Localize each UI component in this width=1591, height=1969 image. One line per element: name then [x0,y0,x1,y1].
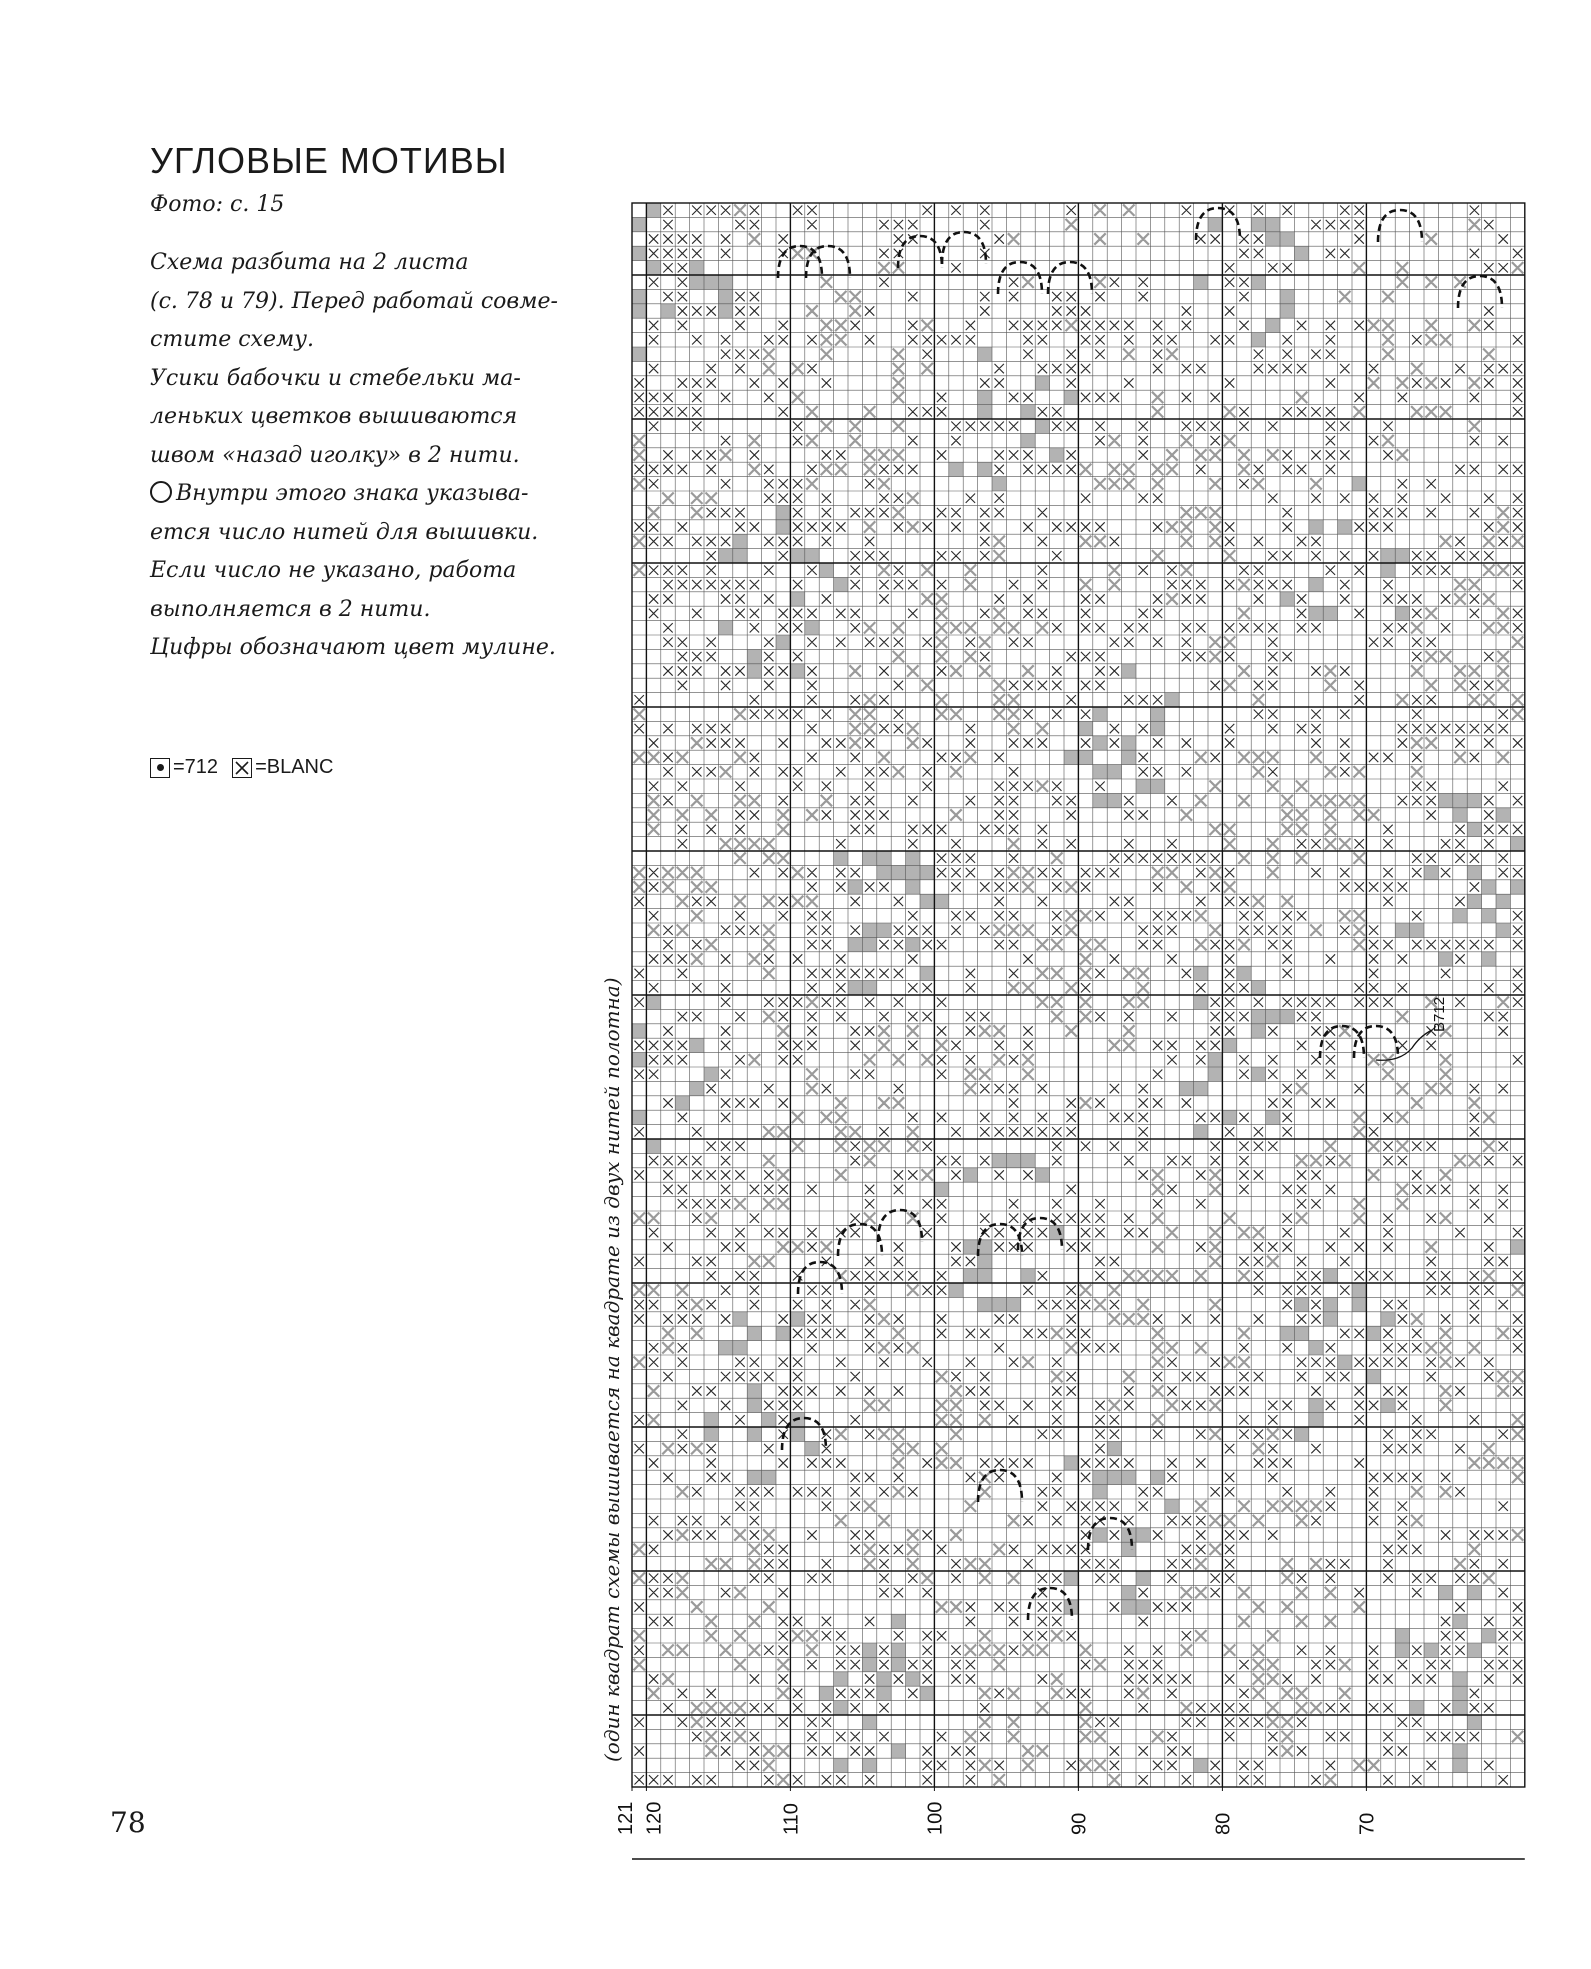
shade-cell [834,577,848,591]
shade-cell [1309,1413,1323,1427]
shade-cell [1266,217,1280,231]
shade-cell [646,261,660,275]
shade-cell [718,1341,732,1355]
shade-cell [862,1643,876,1657]
shade-cell [1496,923,1510,937]
shade-cell [862,1657,876,1671]
shade-cell [733,1341,747,1355]
shade-cell [1194,1125,1208,1139]
shade-cell [891,1643,905,1657]
shade-cell [1194,995,1208,1009]
shade-cell [1438,1585,1452,1599]
shade-cell [1064,1456,1078,1470]
shade-cell [1035,376,1049,390]
shade-cell [1251,981,1265,995]
shade-cell [877,851,891,865]
shade-cell [934,1182,948,1196]
shade-cell [1150,707,1164,721]
shade-cell [963,1240,977,1254]
motif-outline [1354,1026,1398,1058]
shade-cell [877,865,891,879]
shade-cell [1395,606,1409,620]
shade-cell [1467,793,1481,807]
shade-cell [1136,1571,1150,1585]
shade-cell [762,1413,776,1427]
shade-cell [1078,750,1092,764]
shade-cell [690,1038,704,1052]
shade-cell [920,1686,934,1700]
shade-cell [1510,1240,1524,1254]
shade-cell [1453,1701,1467,1715]
instruction-line-text: Внутри этого знака указыва- [176,481,529,506]
shade-cell [1338,520,1352,534]
shade-cell [1122,736,1136,750]
shade-cell [747,1384,761,1398]
shade-cell [718,549,732,563]
shade-cell [1309,520,1323,534]
shade-cell [1150,779,1164,793]
shade-cell [704,1067,718,1081]
shade-cell [1064,750,1078,764]
shade-cell [978,347,992,361]
shade-cell [877,1672,891,1686]
shade-cell [1453,909,1467,923]
shade-cell [1467,1715,1481,1729]
shade-cell [1194,1081,1208,1095]
instruction-line: (с. 78 и 79). Перед работай совме- [150,288,558,314]
shade-cell [1050,1225,1064,1239]
shade-cell [862,981,876,995]
shade-cell [690,1081,704,1095]
shade-cell [1194,966,1208,980]
page-number: 78 [110,1806,146,1839]
shade-cell [790,1312,804,1326]
shade-cell [1050,448,1064,462]
shade-cell [690,261,704,275]
motif-outline [1378,210,1422,242]
shade-cell [834,1701,848,1715]
shade-cell [906,937,920,951]
shade-cell [834,1672,848,1686]
shade-cell [1366,1326,1380,1340]
axis-tick-label: 121 [614,1801,637,1835]
instruction-line: стите схему. [150,327,314,352]
shade-cell [1150,1470,1164,1484]
shade-cell [992,477,1006,491]
shade-cell [1064,390,1078,404]
shade-cell [1510,837,1524,851]
shade-cell [1194,1758,1208,1772]
shade-cell [632,1024,646,1038]
shade-cell [690,275,704,289]
shade-cell [747,1398,761,1412]
shade-cell [646,203,660,217]
shade-cell [747,1427,761,1441]
shade-cell [1021,433,1035,447]
shade-cell [1467,894,1481,908]
shade-cell [819,1686,833,1700]
axis-tick-label: 70 [1356,1812,1379,1835]
shade-cell [1093,1470,1107,1484]
shade-cell [1453,1614,1467,1628]
instruction-line: Усики бабочки и стебельки ма- [150,365,521,391]
shade-cell [1093,736,1107,750]
shade-cell [1251,217,1265,231]
shade-cell [963,1269,977,1283]
shade-cell [1309,1341,1323,1355]
shade-cell [805,1441,819,1455]
shade-cell [1165,693,1179,707]
shade-cell [646,995,660,1009]
shade-cell [848,981,862,995]
instruction-line: Схема разбита на 2 листа [150,250,469,275]
shade-cell [1251,1009,1265,1023]
shade-cell [1309,1398,1323,1412]
shade-cell [1467,1585,1481,1599]
shade-cell [1395,1643,1409,1657]
shade-cell [704,275,718,289]
shade-cell [747,664,761,678]
shade-cell [1251,1067,1265,1081]
shade-cell [1208,1067,1222,1081]
motif-outline [1458,276,1502,308]
shade-cell [1136,1528,1150,1542]
shade-cell [1453,793,1467,807]
shade-cell [1352,1283,1366,1297]
shade-cell [1482,952,1496,966]
shade-cell [1438,952,1452,966]
shade-cell [1266,1110,1280,1124]
shade-cell [1136,779,1150,793]
motif-outline [978,1470,1022,1502]
shade-cell [1467,865,1481,879]
shade-cell [718,289,732,303]
shade-cell [1136,1600,1150,1614]
shade-cell [1280,592,1294,606]
shade-cell [920,894,934,908]
shade-cell [632,347,646,361]
motif-outline [806,246,850,278]
shade-cell [906,851,920,865]
shade-cell [1323,606,1337,620]
shade-cell [1323,1269,1337,1283]
shade-cell [632,289,646,303]
shade-cell [632,246,646,260]
shade-cell [848,880,862,894]
shade-cell [1150,721,1164,735]
shade-cell [1338,1355,1352,1369]
instruction-line: выполняется в 2 нити. [150,596,431,622]
shade-cell [934,894,948,908]
shade-cell [978,1297,992,1311]
shade-cell [1093,1528,1107,1542]
shade-cell [1266,1009,1280,1023]
shade-cell [1280,232,1294,246]
shade-cell [1208,1053,1222,1067]
shade-cell [646,1139,660,1153]
shade-cell [1381,1312,1395,1326]
side-note: (один квадрат схемы вышивается на квадрате из двух нитей полотна) [600,977,624,1762]
instruction-line: Цифры обозначают цвет мулине. [150,635,556,660]
shade-cell [1266,232,1280,246]
shade-cell [848,937,862,951]
page-title: УГЛОВЫЕ МОТИВЫ [150,140,508,181]
shade-cell [1222,1038,1236,1052]
shade-cell [1395,549,1409,563]
axis-tick-label: 120 [643,1801,666,1835]
shade-cell [1122,664,1136,678]
shade-cell [834,851,848,865]
shade-cell [1107,1470,1121,1484]
shade-cell [733,1312,747,1326]
shade-cell [1021,405,1035,419]
shade-cell [1280,289,1294,303]
shade-cell [862,851,876,865]
shade-cell [704,1413,718,1427]
shade-cell [1280,1326,1294,1340]
legend-label: =BLANC [255,756,334,778]
shade-cell [834,1758,848,1772]
shade-cell [1251,333,1265,347]
shade-cell [1424,865,1438,879]
shade-cell [1410,923,1424,937]
instruction-line: ется число нитей для вышивки. [150,519,539,545]
shade-cell [949,1283,963,1297]
shade-cell [805,621,819,635]
shade-cell [1381,563,1395,577]
axis-tick-label: 110 [780,1803,803,1835]
shade-cell [891,1657,905,1671]
photo-reference: Фото: с. 15 [150,192,285,217]
shade-cell [862,1758,876,1772]
shade-cell [1453,1758,1467,1772]
shade-cell [1122,1600,1136,1614]
motif-outline [878,1210,922,1242]
shade-cell [891,1744,905,1758]
shade-cell [891,865,905,879]
callout-label-b712: B712 [1431,996,1448,1032]
shade-cell [1395,923,1409,937]
shade-cell [776,505,790,519]
shade-cell [704,1427,718,1441]
shade-cell [1093,765,1107,779]
shade-cell [632,304,646,318]
shade-cell [978,462,992,476]
shade-cell [675,1096,689,1110]
shade-cell [1035,1168,1049,1182]
shade-cell [1294,246,1308,260]
shade-cell [1122,1470,1136,1484]
shade-cell [1482,880,1496,894]
shade-cell [978,1254,992,1268]
shade-cell [1035,419,1049,433]
shade-cell [790,1427,804,1441]
shade-cell [1021,1269,1035,1283]
shade-cell [1251,275,1265,289]
shade-cell [1294,1326,1308,1340]
shade-cell [632,1053,646,1067]
shade-cell [1222,1110,1236,1124]
shade-cell [1294,1297,1308,1311]
shade-cell [1467,822,1481,836]
shade-cell [1352,477,1366,491]
shade-cell [978,405,992,419]
shade-cell [992,1297,1006,1311]
shade-cell [805,549,819,563]
shade-cell [1064,1571,1078,1585]
shade-cell [718,275,732,289]
shade-cell [1122,1585,1136,1599]
shade-cell [1122,750,1136,764]
shade-cell [1482,909,1496,923]
shade-cell [1294,1427,1308,1441]
shade-cell [862,1715,876,1729]
shade-cell [1309,577,1323,591]
shade-cell [1453,808,1467,822]
shade-cell [1323,1297,1337,1311]
shade-cell [718,304,732,318]
shade-cell [1395,1629,1409,1643]
shade-cell [1251,1024,1265,1038]
shade-cell [1208,217,1222,231]
shade-cell [906,865,920,879]
shade-cell [1496,894,1510,908]
shade-cell [661,304,675,318]
shade-cell [1107,1441,1121,1455]
legend-label: =712 [173,756,219,778]
shade-cell [1510,880,1524,894]
shade-cell [747,649,761,663]
shade-cell [978,390,992,404]
shade-cell [1280,304,1294,318]
shade-cell [1194,275,1208,289]
shade-cell [1453,1672,1467,1686]
shade-cell [1021,1153,1035,1167]
shade-cell [877,1686,891,1700]
shade-cell [790,592,804,606]
shade-cell [1482,1629,1496,1643]
shade-cell [1006,1297,1020,1311]
shade-cell [1496,808,1510,822]
shade-cell [1165,1499,1179,1513]
shade-cell [747,1326,761,1340]
shade-cell [1352,1297,1366,1311]
shade-cell [978,1269,992,1283]
shade-cell [1107,765,1121,779]
shade-cell [949,462,963,476]
shade-cell [790,664,804,678]
shade-cell [776,1326,790,1340]
shade-cell [1122,1542,1136,1556]
shade-cell [1107,793,1121,807]
shade-cell [1093,1485,1107,1499]
shade-cell [906,880,920,894]
axis-tick-label: 90 [1068,1812,1091,1835]
shade-cell [1467,1643,1481,1657]
shade-cell [1438,793,1452,807]
shade-cell [733,534,747,548]
instruction-line: леньких цветков вышиваются [150,404,518,429]
axis-tick-label: 80 [1212,1812,1235,1835]
shade-cell [1424,1643,1438,1657]
shade-cell [733,549,747,563]
shade-cell [790,549,804,563]
shade-cell [747,1470,761,1484]
shade-cell [776,635,790,649]
shade-cell [1381,1398,1395,1412]
shade-cell [920,966,934,980]
shade-cell [632,1110,646,1124]
instruction-line: Если число не указано, работа [150,558,517,583]
shade-cell [1381,549,1395,563]
shade-cell [877,923,891,937]
shade-cell [1453,1744,1467,1758]
shade-cell [632,217,646,231]
shade-cell [1093,707,1107,721]
shade-cell [862,923,876,937]
shade-cell [1237,966,1251,980]
shade-cell [718,621,732,635]
shade-cell [776,520,790,534]
shade-cell [1366,1369,1380,1383]
shade-cell [1280,1009,1294,1023]
shade-cell [1093,793,1107,807]
shade-cell [906,1672,920,1686]
shade-cell [762,1470,776,1484]
shade-cell [992,1153,1006,1167]
axis-tick-label: 100 [924,1801,947,1835]
shade-cell [963,1168,977,1182]
instruction-line: швом «назад иголку» в 2 нити. [150,442,520,468]
shade-cell [920,865,934,879]
shade-cell [1323,1312,1337,1326]
shade-cell [1453,1686,1467,1700]
shade-cell [1309,606,1323,620]
shade-cell [1006,1153,1020,1167]
shade-cell [819,563,833,577]
shade-cell [1410,1701,1424,1715]
shade-cell [862,937,876,951]
shade-cell [1078,721,1092,735]
shade-cell [1179,1081,1193,1095]
shade-cell [891,1614,905,1628]
shade-cell [1266,318,1280,332]
